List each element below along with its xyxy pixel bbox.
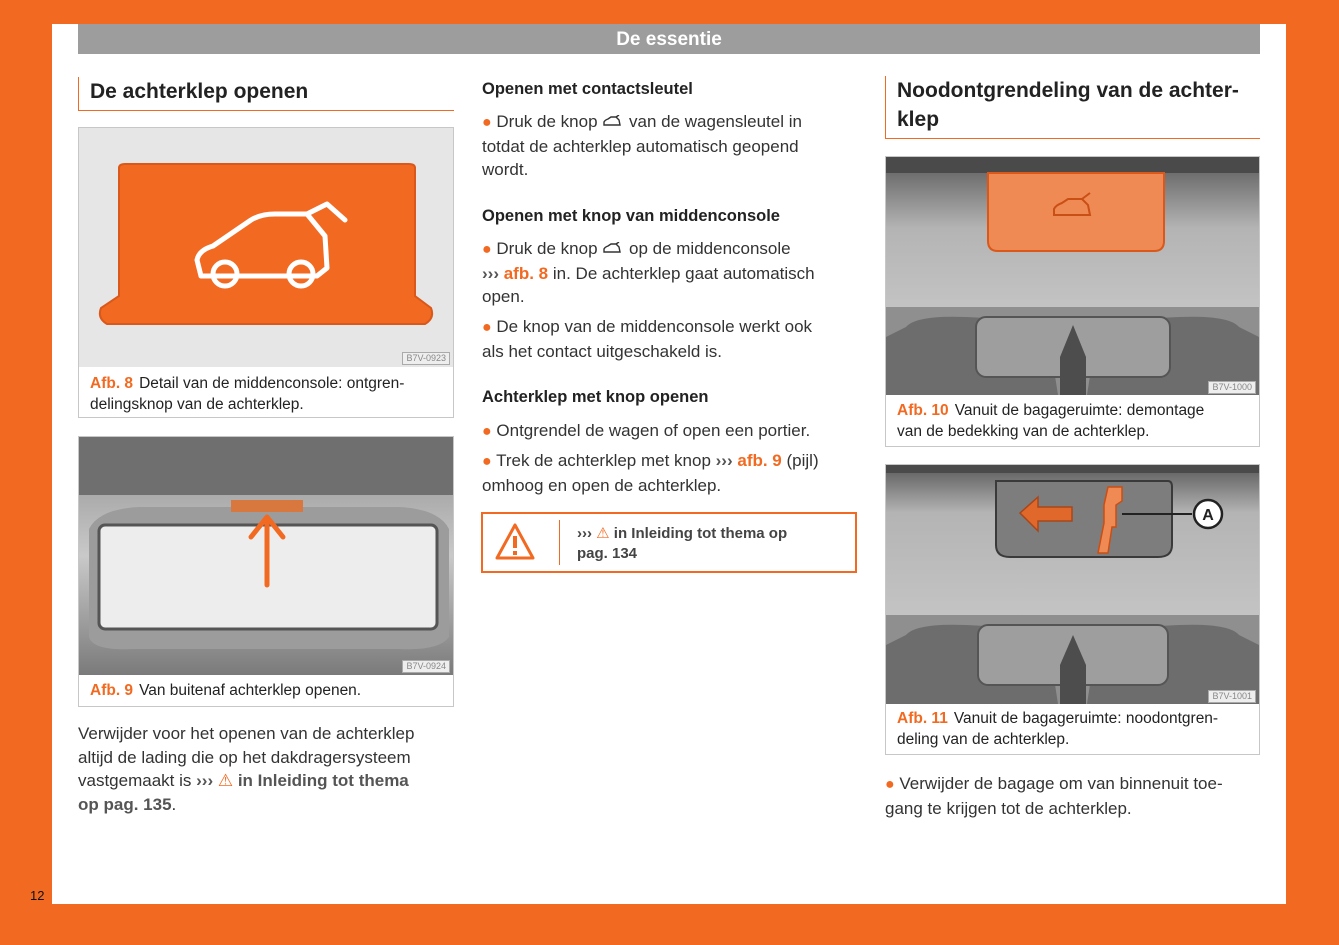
bullet: ●: [482, 423, 492, 440]
col1-body: Verwijder voor het openen van de achterklep altijd de lading die op het dakdragersysteem vastgemaakt is ››› ⚠ in Inleiding tot thema op pag. 135.: [78, 724, 415, 814]
figure-9-label: Afb. 9: [90, 682, 134, 699]
warning-divider: [559, 520, 560, 565]
warning-icon: ⚠: [217, 771, 234, 790]
warning-icon: ⚠: [596, 525, 610, 542]
bullet: ●: [482, 114, 492, 131]
figure-8-code: B7V-0923: [402, 352, 450, 365]
figure-10-image: [886, 157, 1259, 395]
warning-triangle-icon: [495, 522, 535, 562]
figure-10-code: B7V-1000: [1208, 381, 1256, 394]
car-tailgate-icon: [602, 237, 624, 261]
figure-10: [885, 156, 1260, 447]
figure-11: [885, 464, 1260, 755]
figure-11-label: Afb. 11: [897, 710, 948, 727]
car-tailgate-icon: [602, 110, 624, 134]
callout-a: A: [1202, 507, 1214, 524]
figure-10-label: Afb. 10: [897, 402, 949, 419]
step-unlock: ● Ontgrendel de wagen of open een portier.: [482, 421, 811, 440]
heading-contact-key: Openen met contactsleutel: [482, 80, 693, 98]
warning-ref-link[interactable]: in Inleiding tot thema op: [613, 525, 788, 542]
step-pull-tailgate: ● Trek de achterklep met knop ››› afb. 9 (pijl) omhoog en open de achterklep.: [482, 451, 819, 495]
step-contact-key: ● Druk de knop van de wagensleutel in totdat de achterklep automatisch geopend wordt.: [482, 112, 802, 179]
section-header: De essentie: [78, 24, 1260, 54]
figure-11-code: B7V-1001: [1208, 690, 1256, 703]
tailgate-button-shape: [100, 164, 432, 324]
ref-link-135-page[interactable]: op pag. 135: [78, 794, 172, 814]
figure-8-label: Afb. 8: [90, 375, 134, 392]
figure-9: [78, 436, 454, 707]
cover-panel: [988, 173, 1164, 251]
handle-strip: [231, 500, 303, 512]
figure-9-code: B7V-0924: [402, 660, 450, 673]
heading-open-tailgate: De achterklep openen: [78, 77, 454, 111]
figure-9-caption: Afb. 9 Van buitenaf achterklep openen.: [90, 682, 362, 699]
heading-emergency-release: Noodontgrendeling van de achter- klep: [885, 76, 1260, 139]
heading-tailgate-button: Achterklep met knop openen: [482, 388, 709, 406]
warning-text: ››› ⚠ in Inleiding tot thema op pag. 134: [577, 525, 788, 562]
col3-body: ● Verwijder de bagage om van binnenuit toe- gang te krijgen tot de achterklep.: [885, 774, 1223, 818]
figure-8: [78, 127, 454, 418]
figure-9-image: [79, 437, 453, 675]
note-console-button: ● De knop van de middenconsole werkt ook als het contact uitgeschakeld is.: [482, 317, 813, 361]
step-console-button: ● Druk de knop op de middenconsole ››› afb. 8 in. De achterklep gaat automatisch open.: [482, 239, 815, 306]
figure-10-caption: Afb. 10 Vanuit de bagageruimte: demontage van de bedekking van de achterklep.: [897, 402, 1205, 440]
figure-8-caption: Afb. 8 Detail van de middenconsole: ontgren- delingsknop van de achterklep.: [90, 375, 405, 413]
bullet: ●: [482, 241, 492, 258]
bullet: ●: [885, 776, 895, 793]
ref-chevron[interactable]: ›››: [196, 771, 214, 790]
page-number: 12: [30, 888, 45, 903]
bullet: ●: [482, 319, 492, 336]
figure-8-image: [79, 128, 453, 367]
warning-box: [481, 512, 857, 573]
ref-link-135[interactable]: in Inleiding tot thema: [237, 771, 409, 790]
ref-afb-8[interactable]: afb. 8: [503, 263, 549, 283]
heading-console-button: Openen met knop van middenconsole: [482, 207, 780, 225]
figure-11-image: [886, 465, 1259, 704]
release-recess: [996, 481, 1172, 557]
ref-afb-9[interactable]: afb. 9: [737, 451, 782, 470]
bullet: ●: [482, 453, 492, 470]
figure-11-caption: Afb. 11 Vanuit de bagageruimte: noodontgren- deling van de achterklep.: [897, 710, 1219, 748]
